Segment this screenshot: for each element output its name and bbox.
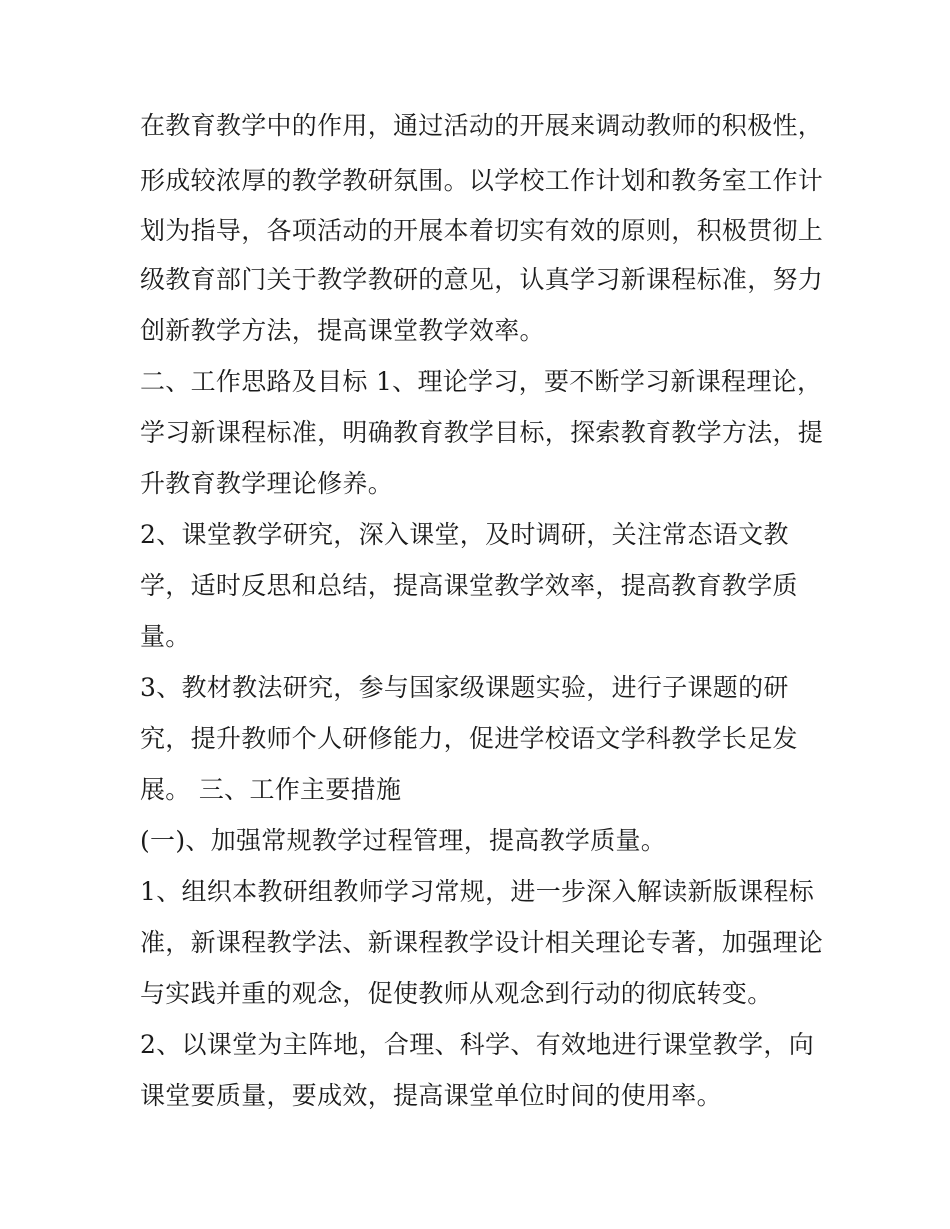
text-line: 级教育部门关于教学教研的意见，认真学习新课程标准，努力 — [140, 265, 824, 294]
text-line: 学习新课程标准，明确教育教学目标，探索教育教学方法，提 — [140, 418, 824, 447]
text-line: 学，适时反思和总结，提高课堂教学效率，提高教育教学质 — [140, 571, 798, 600]
text-line: 3、教材教法研究，参与国家级课题实验，进行子课题的研 — [140, 673, 789, 702]
text-line: 划为指导，各项活动的开展本着切实有效的原则，积极贯彻上 — [140, 216, 824, 245]
text-line: 升教育教学理论修养。 — [140, 469, 394, 498]
text-line: 2、以课堂为主阵地，合理、科学、有效地进行课堂教学，向 — [140, 1030, 815, 1059]
text-line: 究，提升教师个人研修能力，促进学校语文学科教学长足发 — [140, 724, 798, 753]
text-line: 与实践并重的观念，促使教师从观念到行动的彻底转变。 — [140, 979, 773, 1008]
text-line: 创新教学方法，提高课堂教学效率。 — [140, 316, 545, 345]
text-line: 形成较浓厚的教学教研氛围。以学校工作计划和教务室工作计 — [140, 166, 824, 195]
text-line: 在教育教学中的作用，通过活动的开展来调动教师的积极性， — [140, 111, 824, 140]
text-line: 量。 — [140, 622, 191, 651]
text-line: 1、组织本教研组教师学习常规，进一步深入解读新版课程标 — [140, 877, 815, 906]
text-line: 2、课堂教学研究，深入课堂，及时调研，关注常态语文教 — [140, 520, 789, 549]
text-line: 展。 三、工作主要措施 — [140, 775, 402, 804]
text-line: 准，新课程教学法、新课程教学设计相关理论专著，加强理论 — [140, 928, 824, 957]
text-line: (一)、加强常规教学过程管理，提高教学质量。 — [140, 826, 667, 855]
text-line: 课堂要质量，要成效，提高课堂单位时间的使用率。 — [140, 1081, 722, 1110]
text-line: 二、工作思路及目标 1、理论学习，要不断学习新课程理论， — [140, 367, 823, 396]
